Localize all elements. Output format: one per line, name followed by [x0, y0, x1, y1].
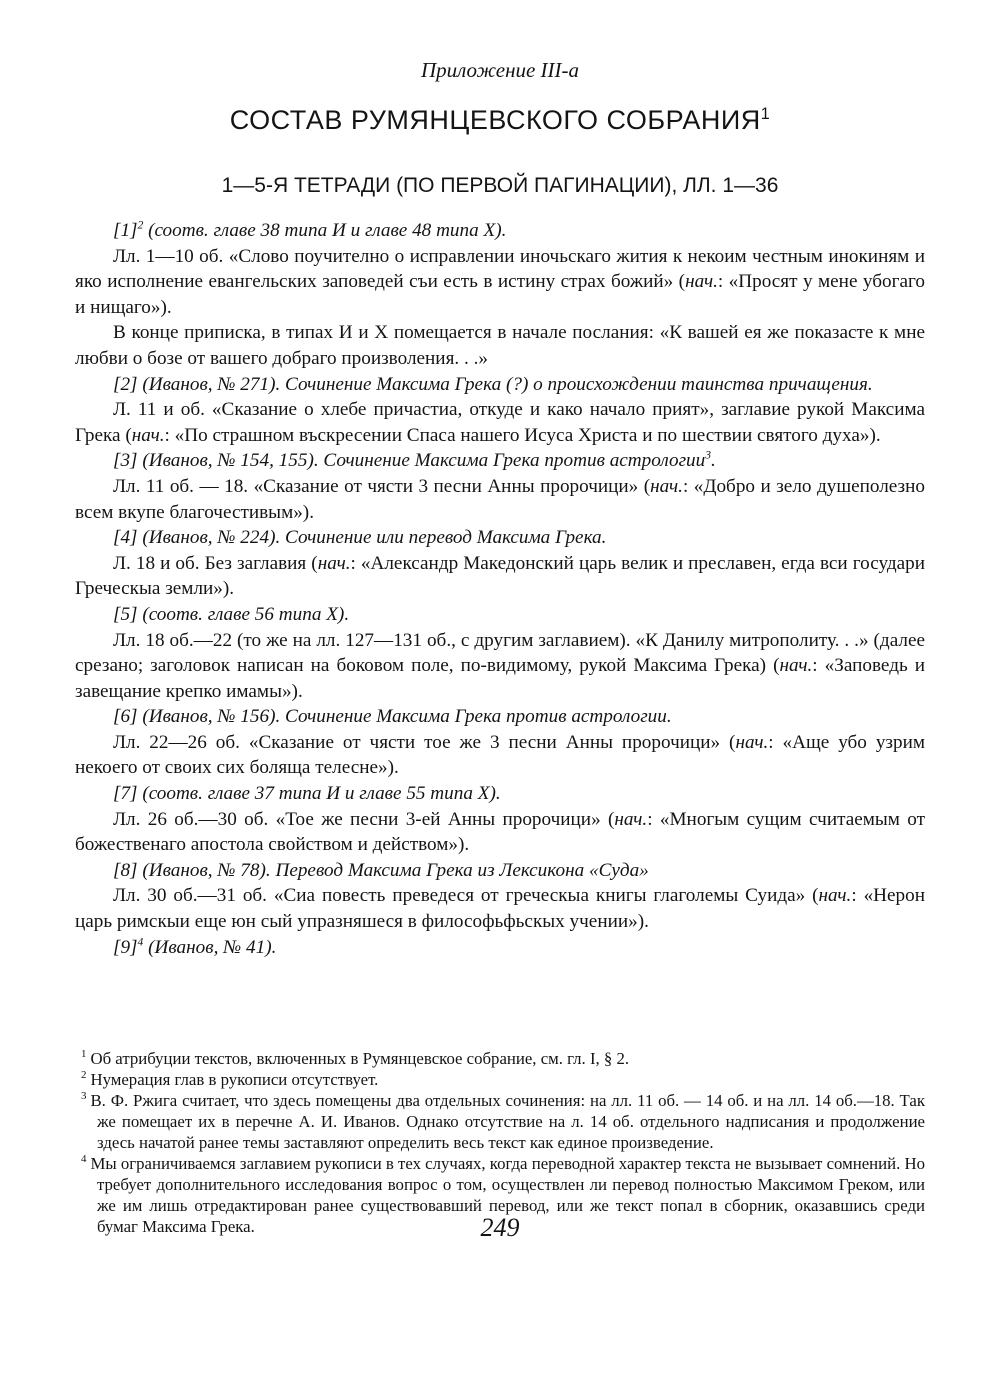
entry-text: Лл. 22—26 об. «Сказание от чясти тое же 3 песни Анны пророчици» (нач.: «Аще убо узрим некоего от своих сих боляща телесне»). — [75, 731, 925, 779]
entry-text: Лл. 26 об.—30 об. «Тое же песни 3-ей Анны пророчици» (нач.: «Многым сущим считаемым от божественаго апостола свойством и действом»). — [75, 808, 925, 856]
page-title — [75, 105, 925, 136]
entry-text: Лл. 18 об.—22 (то же на лл. 127—131 об., с другим заглавием). «К Данилу митрополиту. . .» (далее срезано; заголовок написан на боковом поле, по-видимому, рукой Максима Грека) (нач.: «Заповедь и завещание крепко имамы»). — [75, 629, 925, 702]
footnote-1: $^1$ Об атрибуции текстов, включенных в Румянцевское собрание, см. гл. I, § 2. — [81, 1048, 630, 1068]
entry-heading-2: [2] (Иванов, № 271). Сочинение Максима Грека (?) о происхождении таинства причащения. — [113, 373, 873, 395]
entry-heading-3: [3] (Иванов, № 154, 155). Сочинение Максима Грека против астрологии$^3$. — [113, 449, 716, 472]
footnotes — [75, 1048, 925, 1237]
title-text: СОСТАВ РУМЯНЦЕВСКОГО СОБРАНИЯ — [229, 105, 761, 135]
entry-text: Лл. 30 об.—31 об. «Сиа повесть преведеся от греческыа книгы глаголемы Суида» (нач.: «Нерон царь римскыи еще юн сый упразняшеся в философьфьскых учении»). — [75, 885, 925, 933]
entry-heading-9: $[9]^4$ (Иванов, № 41). — [113, 936, 277, 958]
entry-heading-1: $[1]^2$ (соотв. главе 38 типа И и главе 48 типа X). — [113, 219, 507, 241]
footnote-3: $^3$ В. Ф. Ржига считает, что здесь помещены два отдельных сочинения: на лл. 11 об. — 14 об. и на лл. 14 об.—18. Так же помещает их в перечне А. И. Иванов. Однако отсутствие на л. 14 об. отдельного надписания и продолжение здесь начатой ранее темы заставляют определить весь текст как единое произведение. — [81, 1090, 925, 1152]
entry-text: Лл. 1—10 об. «Слово поучително о исправлении иночьскаго жития к некоим честным инокиням и яко исполнение евангельских заповедей съи есть в истину страх божий» (нач.: «Просят у мене убогаго и нищаго»). — [75, 245, 925, 318]
entry-text: Лл. 11 об. — 18. «Сказание от чясти 3 песни Анны пророчици» (нач.: «Добро и зело душеполезно всем вкупе благочестивым»). — [75, 475, 925, 523]
entry-heading-4: [4] (Иванов, № 224). Сочинение или перевод Максима Грека. — [113, 527, 607, 549]
entry-heading-7: [7] (соотв. главе 37 типа И и главе 55 типа X). — [113, 783, 501, 805]
page — [75, 58, 925, 1242]
entry-heading-5: [5] (соотв. главе 56 типа X). — [113, 603, 350, 625]
page-number: 249 — [480, 1213, 520, 1242]
entry-heading-6: [6] (Иванов, № 156). Сочинение Максима Грека против астрологии. — [113, 706, 672, 728]
footnote-4: $^4$ Мы ограничиваемся заглавием рукописи в тех случаях, когда переводной характер текста не вызывает сомнений. Но требует дополнительного исследования вопрос о том, осуществлен ли перевод полностью Максимом Греком, или же им лишь отредактирован ранее существовавший перевод, или же текст попал в сборник, оказавшись среди бумаг Максима Грека. — [81, 1153, 925, 1236]
entry-text: В конце приписка, в типах И и X помещается в начале послания: «К вашей ея же показасте к мне любви о бозе от вашего добраго произволения. . .» — [75, 322, 925, 369]
entries — [75, 218, 925, 960]
title-footnote-mark: 1 — [760, 105, 771, 123]
footnote-2: $^2$ Нумерация глав в рукописи отсутствует. — [81, 1069, 379, 1089]
section-subtitle: 1—5-Я ТЕТРАДИ (ПО ПЕРВОЙ ПАГИНАЦИИ), ЛЛ. 1—36 — [221, 174, 779, 197]
entry-text: Л. 11 и об. «Сказание о хлебе причастиа, откуде и како начало прият», заглавие рукой Максима Грека (нач.: «По страшном въскресении Спаса нашего Исуса Христа и по шествии святого духа»). — [75, 399, 925, 446]
entry-heading-8: [8] (Иванов, № 78). Перевод Максима Грека из Лексикона «Суда» — [113, 859, 649, 881]
entry-text: Л. 18 и об. Без заглавия (нач.: «Александр Македонский царь велик и преславен, егда вси государи Греческыа земли»). — [75, 552, 925, 600]
appendix-label: Приложение III-а — [420, 58, 580, 82]
